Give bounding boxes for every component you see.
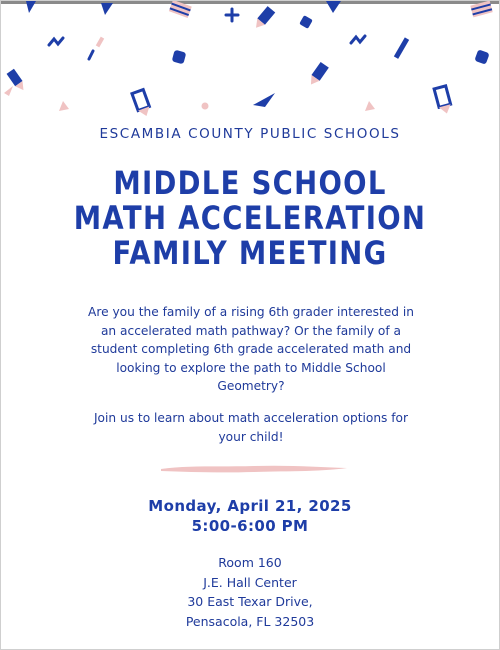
organization-name: ESCAMBIA COUNTY PUBLIC SCHOOLS bbox=[99, 126, 401, 142]
title-line-2: MATH ACCELERATION bbox=[73, 199, 427, 237]
location-building: J.E. Hall Center bbox=[203, 574, 297, 590]
event-title bbox=[36, 166, 464, 271]
pencil-stub-icon bbox=[169, 1, 192, 18]
location-city: Pensacola, FL 32503 bbox=[185, 613, 315, 629]
blob-shape bbox=[172, 50, 187, 65]
triangle-shape bbox=[101, 3, 113, 15]
intro-line: student completing 6th grade accelerated math and bbox=[90, 342, 412, 356]
title-line-1: MIDDLE SCHOOL bbox=[113, 164, 387, 202]
pink-triangle-shape bbox=[365, 101, 375, 111]
arrow-shape bbox=[253, 93, 275, 107]
event-location bbox=[1, 553, 499, 631]
location-room: Room 160 bbox=[218, 555, 282, 570]
confetti-decoration bbox=[1, 1, 499, 126]
join-line: Join us to learn about math acceleration options for bbox=[93, 411, 409, 425]
pencil-icon bbox=[252, 6, 275, 31]
intro-line: looking to explore the path to Middle School bbox=[116, 360, 386, 375]
triangle-shape bbox=[326, 1, 341, 13]
join-paragraph bbox=[61, 409, 441, 446]
blob-shape bbox=[474, 49, 489, 64]
pencil-stub-icon bbox=[470, 1, 492, 17]
location-street: 30 East Texar Drive, bbox=[187, 594, 313, 609]
event-date: Monday, April 21, 2025 bbox=[148, 497, 352, 515]
pink-dot-shape bbox=[202, 103, 209, 110]
squiggle-icon bbox=[89, 51, 93, 59]
title-line-3: FAMILY MEETING bbox=[112, 234, 388, 272]
squiggle-icon bbox=[49, 38, 63, 45]
pencil-icon bbox=[434, 86, 453, 115]
pencil-icon bbox=[394, 37, 409, 59]
blob-shape bbox=[299, 15, 313, 29]
intro-paragraph bbox=[61, 303, 441, 396]
pencil-icon bbox=[132, 90, 152, 119]
triangle-shape bbox=[26, 1, 36, 13]
plus-icon bbox=[226, 9, 238, 21]
event-time: 5:00-6:00 PM bbox=[191, 517, 309, 535]
pink-triangle-shape bbox=[59, 101, 69, 111]
event-datetime bbox=[1, 496, 499, 536]
squiggle-icon bbox=[351, 36, 365, 43]
join-line: your child! bbox=[218, 429, 284, 444]
brush-stroke-divider bbox=[159, 463, 349, 475]
intro-line: Are you the family of a rising 6th grader interested in bbox=[88, 305, 414, 319]
intro-line: Geometry? bbox=[217, 379, 285, 393]
dash-shape bbox=[96, 37, 104, 48]
pink-triangle-shape bbox=[4, 86, 13, 96]
intro-line: an accelerated math pathway? Or the family of a bbox=[100, 323, 402, 338]
pencil-icon bbox=[307, 62, 329, 87]
